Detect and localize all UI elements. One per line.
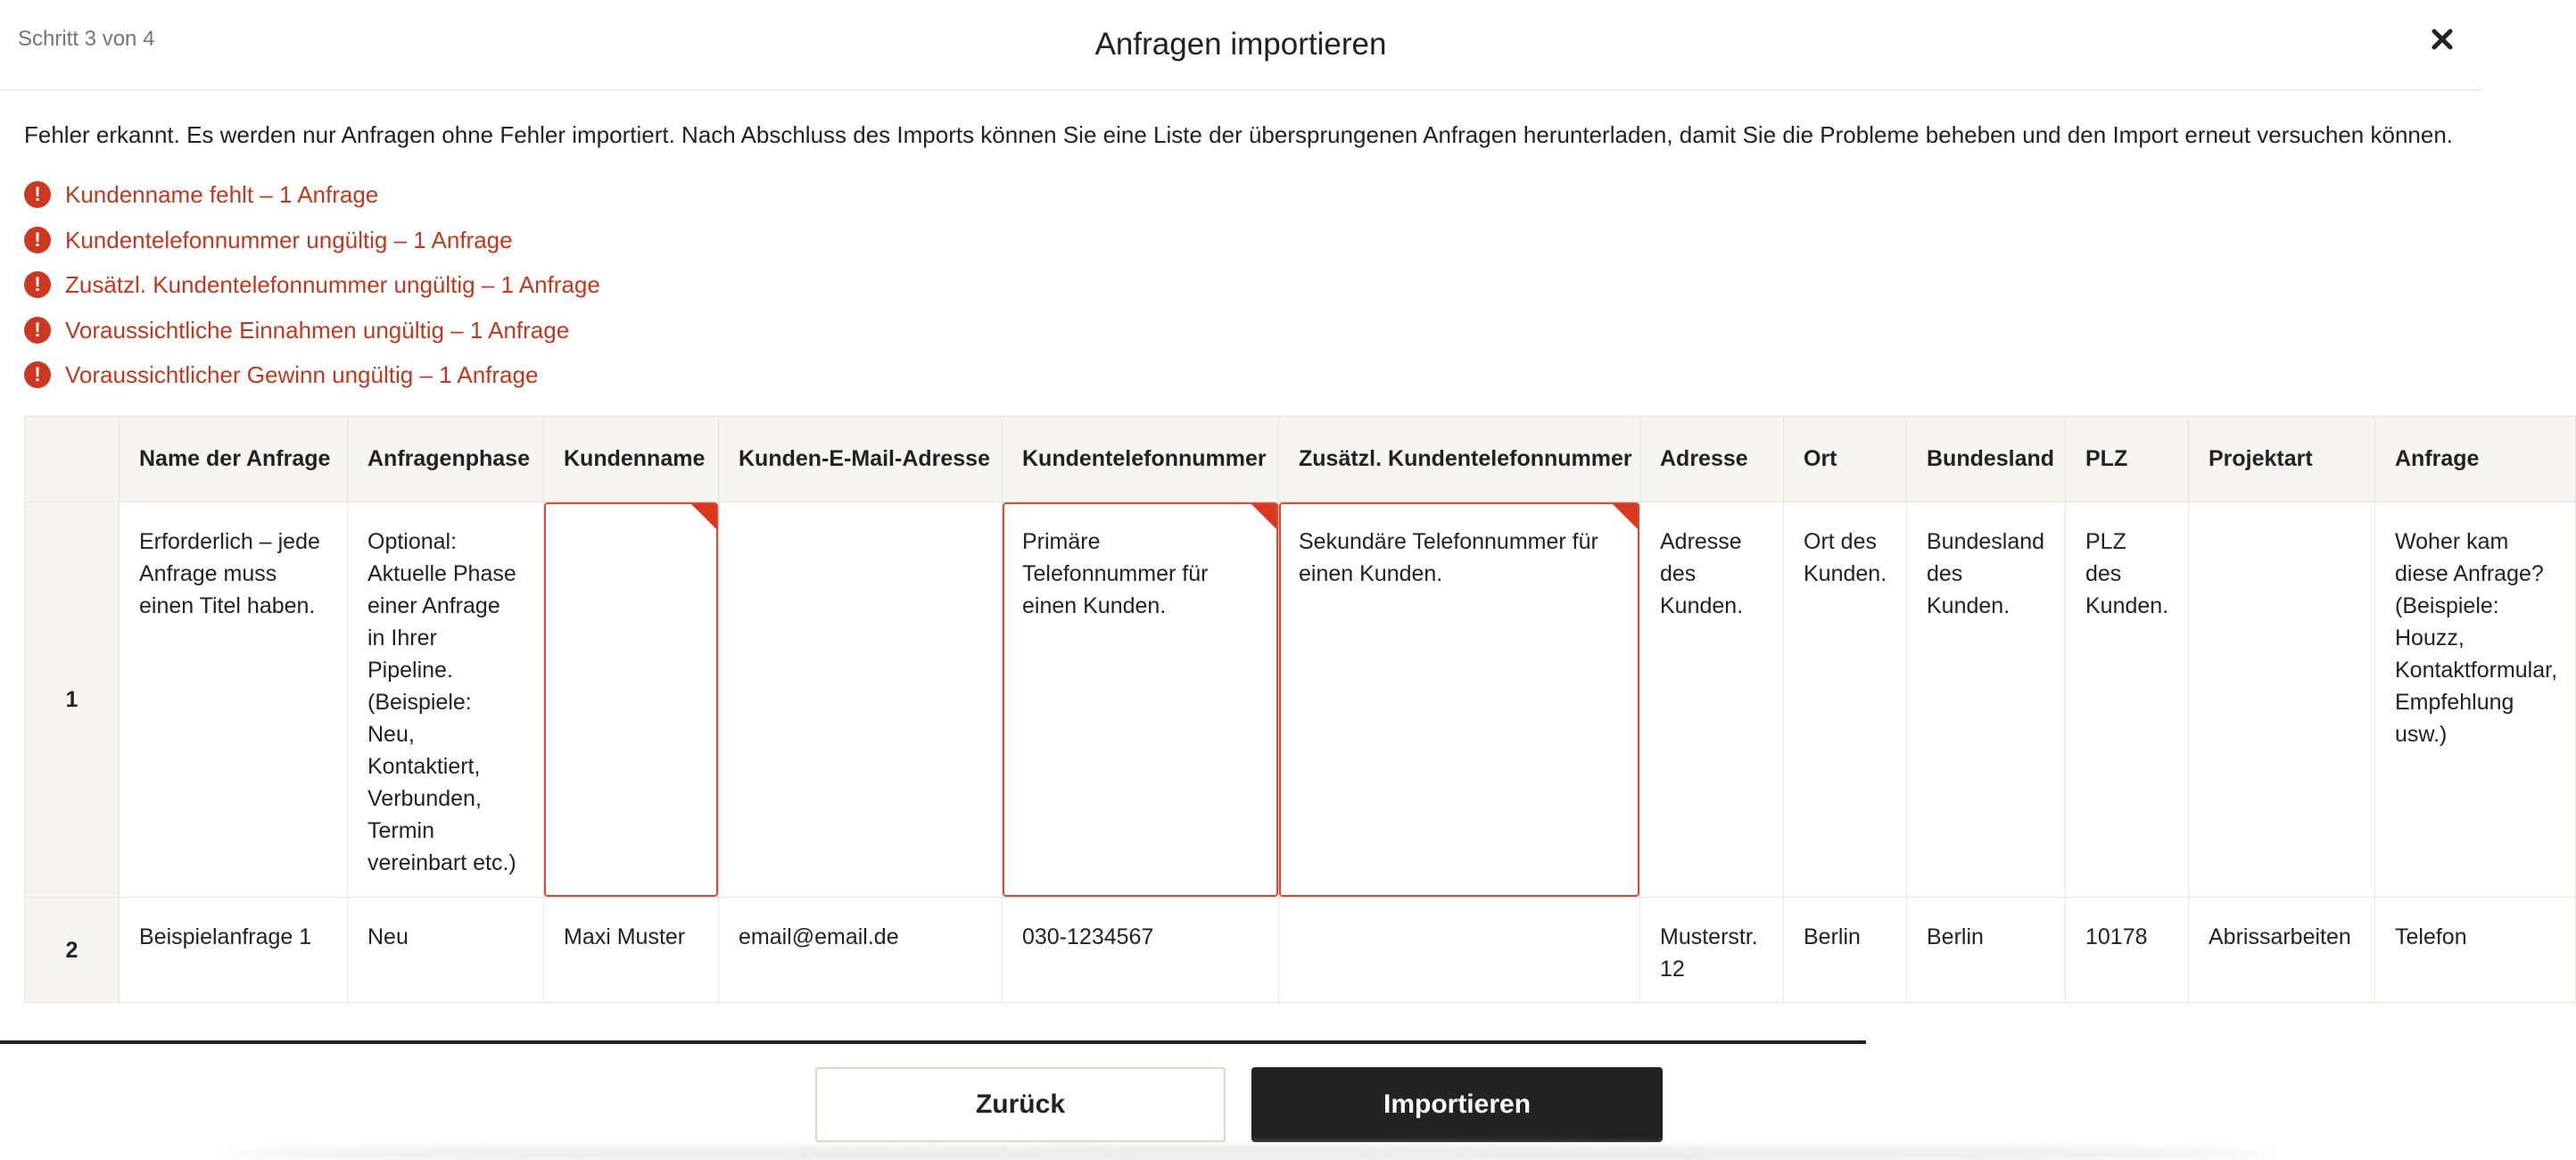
column-header: Anfrage <box>2375 417 2576 502</box>
preview-table-container[interactable] <box>24 416 2558 1003</box>
column-header: Kunden-E-Mail-Adresse <box>719 417 1003 502</box>
error-icon: ! <box>24 227 51 253</box>
column-header: Kundenname <box>544 417 719 502</box>
table-cell: Musterstr. 12 <box>1640 898 1784 1003</box>
import-button[interactable]: Importieren <box>1251 1067 1663 1142</box>
close-icon[interactable] <box>2424 21 2460 57</box>
error-icon: ! <box>24 181 51 208</box>
error-item <box>24 227 600 272</box>
column-header: Anfragenphase <box>348 417 544 502</box>
error-text: Voraussichtliche Einnahmen ungültig – 1 Anfrage <box>65 316 570 344</box>
table-cell: Erforderlich – jede Anfrage muss einen Titel haben. <box>120 502 348 898</box>
error-icon: ! <box>24 361 51 388</box>
table-cell: Beispielanfrage 1 <box>120 898 348 1003</box>
error-text: Kundentelefonnummer ungültig – 1 Anfrage <box>65 226 513 253</box>
modal-header <box>0 0 2481 91</box>
table-cell: Maxi Muster <box>544 898 719 1003</box>
table-cell: Optional: Aktuelle Phase einer Anfrage in Ihrer Pipeline. (Beispiele: Neu, Kontaktiert, Verbunden, Termin vereinbart etc.) <box>348 502 544 898</box>
column-header: Ort <box>1784 417 1907 502</box>
error-item <box>24 181 600 227</box>
table-cell: Neu <box>348 898 544 1003</box>
column-header: PLZ <box>2066 417 2189 502</box>
modal-footer <box>0 1044 2481 1160</box>
column-header: Kundentelefonnummer <box>1003 417 1279 502</box>
preview-table <box>24 416 2576 1003</box>
table-cell: Ort des Kunden. <box>1784 502 1907 898</box>
row-number: 1 <box>25 502 120 898</box>
error-icon: ! <box>24 317 51 344</box>
table-cell <box>1279 898 1640 1003</box>
table-row <box>25 898 2576 1003</box>
back-button[interactable]: Zurück <box>815 1067 1226 1142</box>
column-header: Bundesland <box>1907 417 2066 502</box>
table-header-row <box>25 417 2576 502</box>
error-cell[interactable]: Sekundäre Telefonnummer für einen Kunden. <box>1279 502 1640 898</box>
error-item <box>24 317 600 362</box>
column-header: Zusätzl. Kundentelefonnummer <box>1279 417 1640 502</box>
table-cell: Bundesland des Kunden. <box>1907 502 2066 898</box>
table-cell: Berlin <box>1907 898 2066 1003</box>
column-header <box>25 417 120 502</box>
column-header: Name der Anfrage <box>120 417 348 502</box>
error-icon: ! <box>24 271 51 298</box>
table-cell: PLZ des Kunden. <box>2066 502 2189 898</box>
table-cell: Woher kam diese Anfrage? (Beispiele: Houzz, Kontaktformular, Empfehlung usw.) <box>2375 502 2576 898</box>
error-text: Kundenname fehlt – 1 Anfrage <box>65 181 379 208</box>
table-cell: email@email.de <box>719 898 1003 1003</box>
table-cell <box>719 502 1003 898</box>
error-text: Voraussichtlicher Gewinn ungültig – 1 Anfrage <box>65 361 539 388</box>
table-cell: 10178 <box>2066 898 2189 1003</box>
error-item <box>24 271 600 317</box>
table-cell: Berlin <box>1784 898 1907 1003</box>
error-item <box>24 361 600 407</box>
table-cell: Abrissarbeiten <box>2189 898 2375 1003</box>
table-cell: 030-1234567 <box>1003 898 1279 1003</box>
table-cell: Adresse des Kunden. <box>1640 502 1784 898</box>
error-text: Zusätzl. Kundentelefonnummer ungültig – 1 Anfrage <box>65 271 600 298</box>
table-cell <box>2189 502 2375 898</box>
column-header: Adresse <box>1640 417 1784 502</box>
error-cell[interactable]: Primäre Telefonnummer für einen Kunden. <box>1003 502 1279 898</box>
table-row <box>25 502 2576 898</box>
footer-shadow <box>223 1148 2275 1160</box>
page-title: Anfragen importieren <box>1094 27 1387 62</box>
row-number: 2 <box>25 898 120 1003</box>
error-cell[interactable] <box>544 502 719 898</box>
error-list <box>24 181 600 407</box>
column-header: Projektart <box>2189 417 2375 502</box>
table-cell: Telefon <box>2375 898 2576 1003</box>
error-summary-text: Fehler erkannt. Es werden nur Anfragen ohne Fehler importiert. Nach Abschluss des Imports können Sie eine Liste der übersprungenen Anfragen herunterladen, damit Sie die Probleme beheben und den Import erneut versuchen können. <box>24 121 2454 148</box>
step-indicator: Schritt 3 von 4 <box>18 27 155 51</box>
